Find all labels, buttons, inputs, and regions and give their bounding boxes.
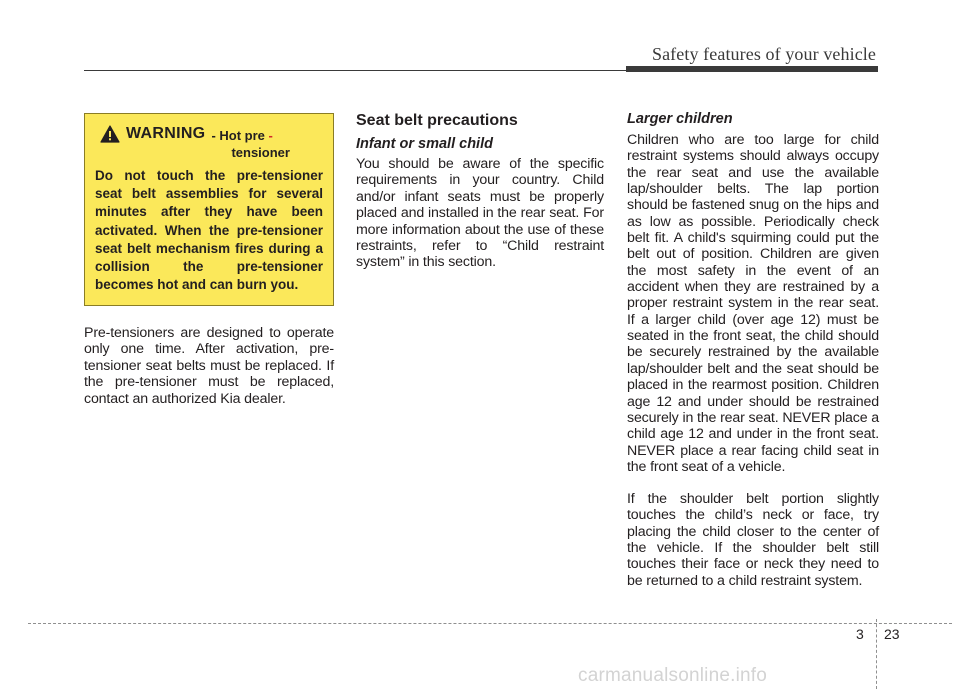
- warning-subtitle-line1: - Hot pre: [211, 128, 265, 143]
- warning-body: Do not touch the pre-tensioner seat belt assemblies for several minutes after they have been activated. When the pre-tensioner seat belt mechanism fires during a collision the pre-tensioner becomes hot and can burn you.: [95, 168, 323, 293]
- header-rule: [84, 70, 654, 71]
- shoulder-belt-paragraph: If the shoulder belt portion slightly touches the child’s neck or face, try placing the child closer to the center of the vehicle. If the shoulder belt still touches their face or neck they need to be returned to a child restraint system.: [627, 491, 879, 589]
- warning-label: WARNING: [126, 125, 206, 142]
- page-number: 23: [884, 626, 900, 642]
- section-title: Safety features of your vehicle: [651, 44, 876, 64]
- warning-box: [84, 113, 334, 306]
- chapter-number: 3: [856, 626, 864, 642]
- warning-subtitle-dash: -: [268, 128, 273, 143]
- warning-triangle-icon: [100, 125, 120, 143]
- larger-children-heading: Larger children: [627, 111, 733, 127]
- seat-belt-precautions-heading: Seat belt precautions: [356, 112, 518, 129]
- header-rule-accent: [626, 66, 878, 72]
- footer-divider: [876, 619, 877, 689]
- larger-children-paragraph: Children who are too large for child restraint systems should always occupy the rear seat and use the available lap/shoulder belts. The lap portion should be fastened snug on the hips and as low as possible. Periodically check belt fit. A child's squirming could put the belt out of position. Children are given the most safety in the event of an accident when they are restrained by a proper restraint system in the rear seat. If a larger child (over age 12) must be seated in the front seat, the child should be securely restrained by the available lap/shoulder belt and the seat should be placed in the rearmost position. Children age 12 and under should be restrained securely in the rear seat. NEVER place a child age 12 and under in the front seat. NEVER place a rear facing child seat in the front seat of a vehicle.: [627, 132, 879, 475]
- watermark: carmanualsonline.info: [578, 665, 768, 686]
- pretensioner-paragraph: Pre-tensioners are designed to operate only one time. After activation, pre-tensioner seat belts must be replaced. If the pre-tensioner must be replaced, contact an authorized Kia dealer.: [84, 325, 334, 407]
- warning-header: [95, 123, 323, 167]
- infant-small-child-heading: Infant or small child: [356, 136, 493, 152]
- infant-paragraph: You should be aware of the specific requirements in your country. Child and/or infant seats must be properly placed and installed in the rear seat. For more information about the use of these restraints, refer to “Child restraint system” in this section.: [356, 156, 604, 271]
- warning-subtitle-line2: tensioner: [231, 145, 290, 160]
- footer-rule: [28, 623, 952, 624]
- warning-subtitle: [211, 127, 301, 161]
